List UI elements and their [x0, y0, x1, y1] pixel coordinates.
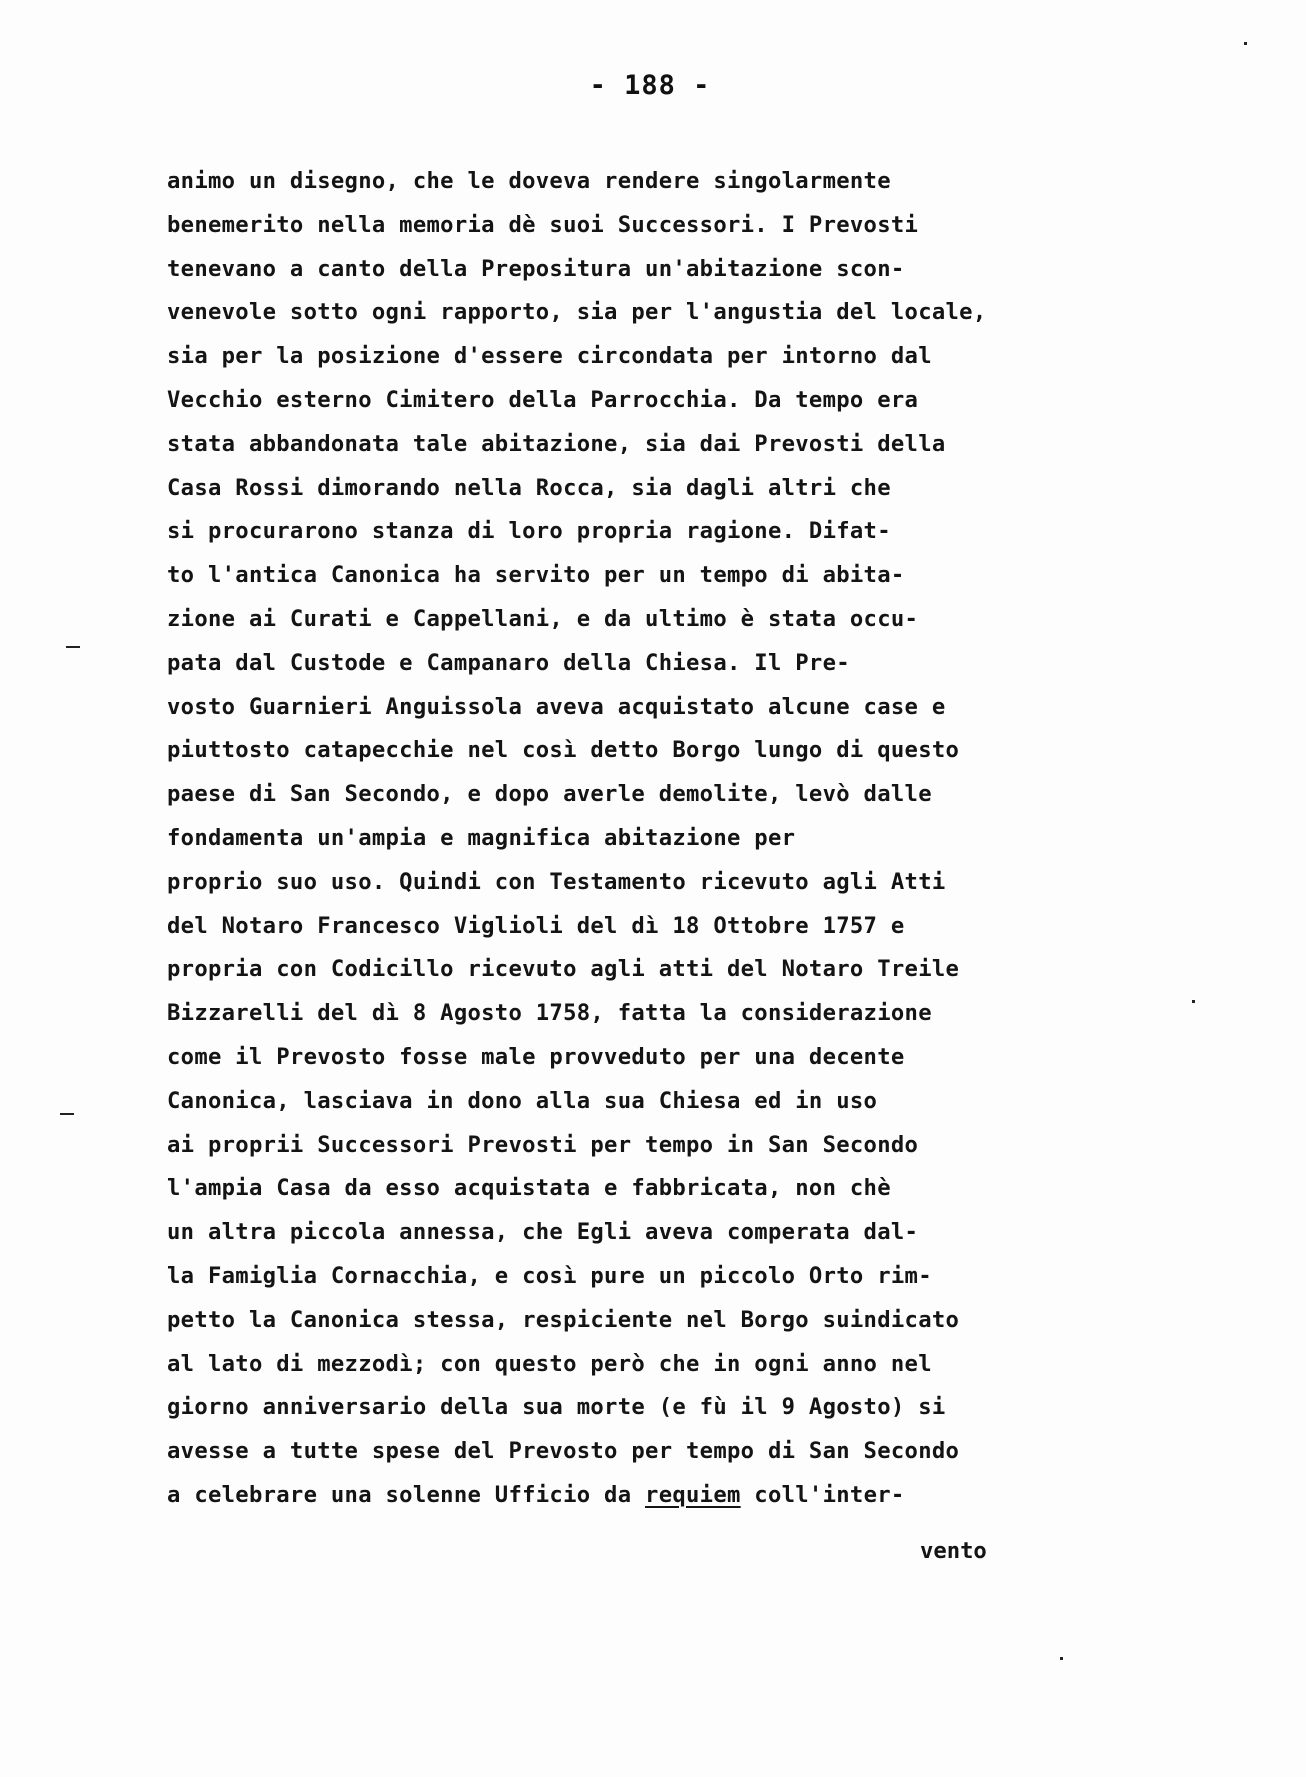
scan-mark — [1244, 42, 1247, 45]
text-segment: coll'inter- — [740, 1481, 905, 1508]
text-line: Canonica, lasciava in dono alla sua Chiesa ed in uso — [167, 1087, 878, 1114]
text-line: l'ampia Casa da esso acquistata e fabbricata, non chè — [167, 1175, 891, 1202]
text-line: un altra piccola annessa, che Egli aveva comperata dal- — [167, 1219, 919, 1246]
text-line: venevole sotto ogni rapporto, sia per l'angustia del locale, — [167, 299, 987, 326]
text-line-last — [167, 1474, 1067, 1518]
text-line: del Notaro Francesco Viglioli del dì 18 Ottobre 1757 e — [167, 912, 905, 939]
text-line: come il Prevosto fosse male provveduto per una decente — [167, 1043, 905, 1070]
scan-mark — [1060, 1657, 1063, 1660]
text-line: vosto Guarnieri Anguissola aveva acquistato alcune case e — [167, 693, 946, 720]
text-line: fondamenta un'ampia e magnifica abitazione per — [167, 824, 796, 851]
text-line: avesse a tutte spese del Prevosto per tempo di San Secondo — [167, 1438, 960, 1465]
text-line: benemerito nella memoria dè suoi Successori. I Prevosti — [167, 211, 919, 238]
text-line: giorno anniversario della sua morte (e fù il 9 Agosto) si — [167, 1394, 946, 1421]
text-line: piuttosto catapecchie nel così detto Borgo lungo di questo — [167, 737, 960, 764]
text-line: si procurarono stanza di loro propria ragione. Difat- — [167, 518, 891, 545]
text-line: petto la Canonica stessa, respiciente nel Borgo suindicato — [167, 1306, 960, 1333]
scan-mark — [66, 646, 80, 648]
scan-mark — [60, 1113, 74, 1115]
text-line: animo un disegno, che le doveva rendere singolarmente — [167, 168, 891, 194]
underlined-word: requiem — [645, 1481, 741, 1508]
text-line: zione ai Curati e Cappellani, e da ultimo è stata occu- — [167, 605, 919, 632]
text-line: sia per la posizione d'essere circondata per intorno dal — [167, 343, 932, 370]
catchword: vento — [920, 1538, 987, 1564]
text-line: stata abbandonata tale abitazione, sia dai Prevosti della — [167, 430, 946, 457]
text-line: Casa Rossi dimorando nella Rocca, sia dagli altri che — [167, 474, 891, 501]
text-line: proprio suo uso. Quindi con Testamento ricevuto agli Atti — [167, 868, 946, 895]
text-line: propria con Codicillo ricevuto agli atti del Notaro Treile — [167, 956, 960, 983]
text-line: Vecchio esterno Cimitero della Parrocchia. Da tempo era — [167, 386, 919, 413]
text-line: to l'antica Canonica ha servito per un tempo di abita- — [167, 562, 905, 589]
text-line: ai proprii Successori Prevosti per tempo in San Secondo — [167, 1131, 919, 1158]
text-segment: a celebrare una solenne Ufficio da — [167, 1481, 646, 1508]
text-line: Bizzarelli del dì 8 Agosto 1758, fatta la considerazione — [167, 1000, 932, 1027]
page-number: - 188 - — [589, 70, 711, 101]
text-line: pata dal Custode e Campanaro della Chiesa. Il Pre- — [167, 649, 850, 676]
text-line: tenevano a canto della Prepositura un'abitazione scon- — [167, 255, 905, 282]
text-line: paese di San Secondo, e dopo averle demolite, levò dalle — [167, 781, 932, 808]
body-text — [167, 160, 1067, 1518]
text-line: al lato di mezzodì; con questo però che in ogni anno nel — [167, 1350, 932, 1377]
text-line: la Famiglia Cornacchia, e così pure un piccolo Orto rim- — [167, 1262, 932, 1289]
scan-mark — [1192, 1000, 1195, 1003]
